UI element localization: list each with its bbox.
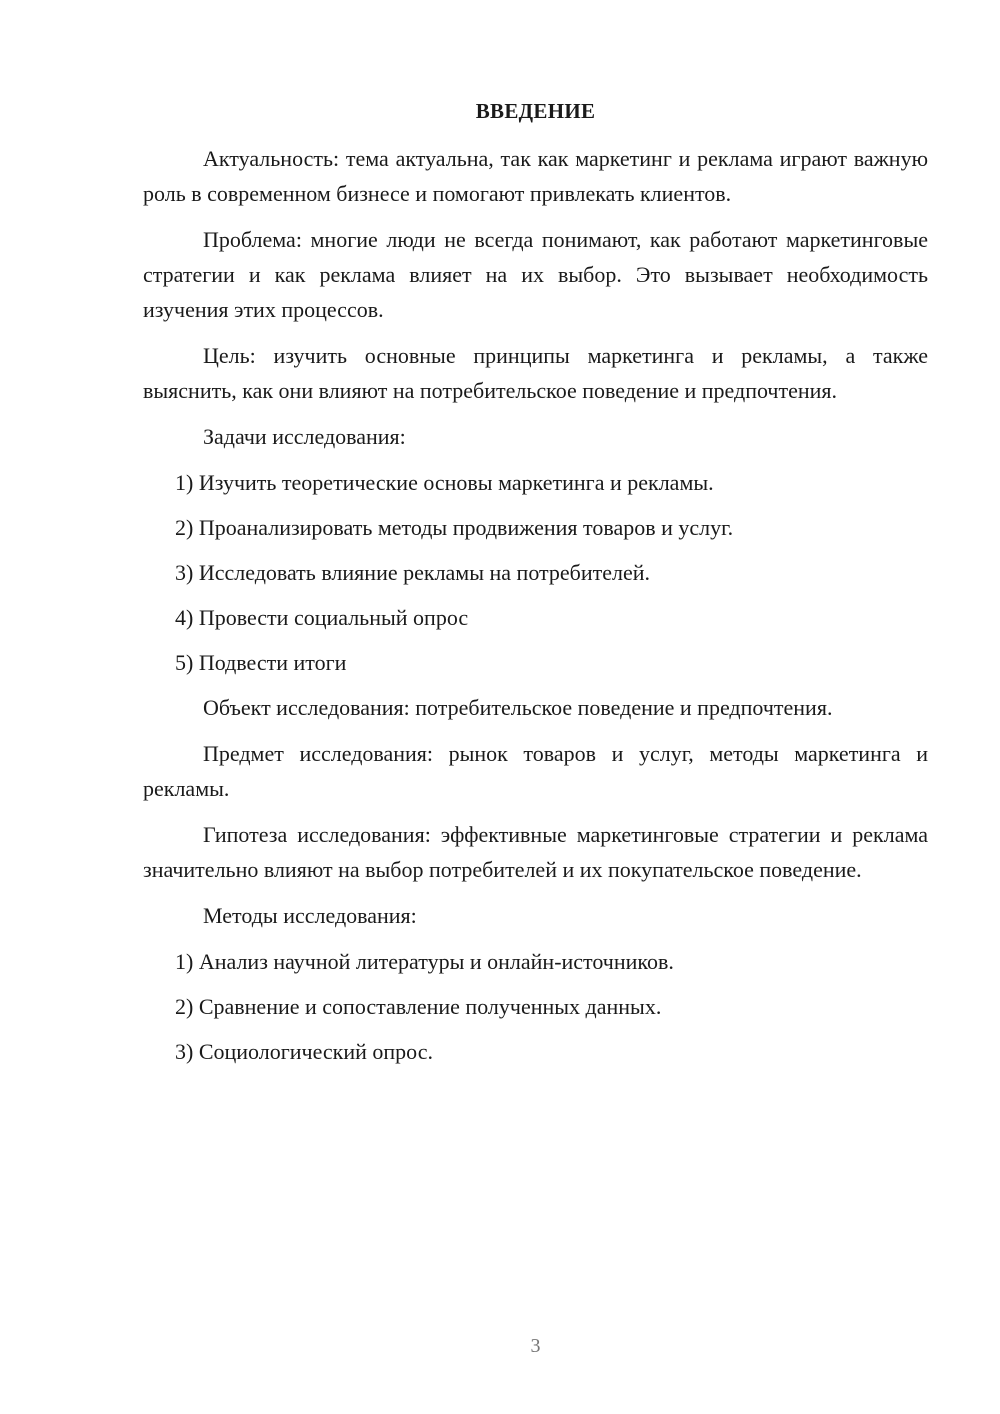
- goal-paragraph: Цель: изучить основные принципы маркетинга и рекламы, а также выяснить, как они влияют на потребительское поведение и предпочтения.: [143, 343, 928, 403]
- problem-paragraph: Проблема: многие люди не всегда понимают, как работают маркетинговые стратегии и как реклама влияет на их выбор. Это вызывает необходимость изучения этих процессов.: [143, 227, 928, 322]
- page-number: 3: [530, 1335, 541, 1357]
- method-item: 1) Анализ научной литературы и онлайн-источников.: [175, 949, 674, 974]
- task-item: 3) Исследовать влияние рекламы на потребителей.: [175, 560, 651, 585]
- task-item: 5) Подвести итоги: [175, 650, 347, 675]
- task-item: 1) Изучить теоретические основы маркетинга и рекламы.: [175, 470, 714, 495]
- task-item: 2) Проанализировать методы продвижения товаров и услуг.: [175, 515, 734, 540]
- task-item: 4) Провести социальный опрос: [175, 605, 469, 630]
- subject-paragraph: Предмет исследования: рынок товаров и услуг, методы маркетинга и рекламы.: [143, 741, 928, 801]
- document-page: [143, 0, 928, 1414]
- method-item: 3) Социологический опрос.: [175, 1039, 433, 1064]
- hypothesis-paragraph: Гипотеза исследования: эффективные маркетинговые стратегии и реклама значительно влияют на выбор потребителей и их покупательское поведение.: [143, 822, 928, 882]
- methods-heading: Методы исследования:: [203, 903, 417, 928]
- document-title: ВВЕДЕНИЕ: [475, 99, 596, 123]
- object-paragraph: Объект исследования: потребительское поведение и предпочтения.: [203, 695, 833, 720]
- method-item: 2) Сравнение и сопоставление полученных данных.: [175, 994, 662, 1019]
- tasks-heading: Задачи исследования:: [203, 424, 406, 449]
- relevance-paragraph: Актуальность: тема актуальна, так как маркетинг и реклама играют важную роль в современном бизнесе и помогают привлекать клиентов.: [143, 146, 928, 206]
- document-body: [143, 141, 928, 1079]
